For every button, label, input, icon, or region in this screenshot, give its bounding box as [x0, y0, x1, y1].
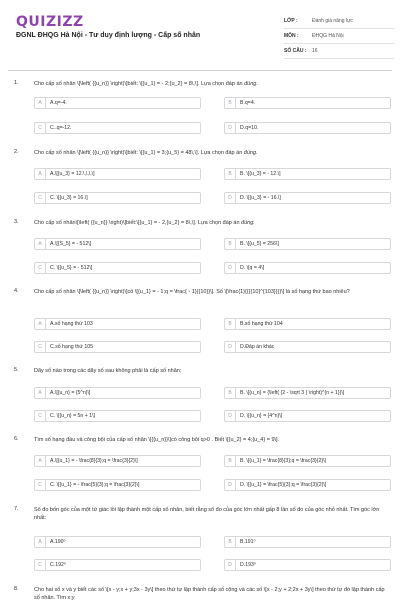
- option-letter: D: [225, 480, 236, 490]
- option-letter: B: [225, 239, 236, 249]
- question-text: [34, 506, 389, 522]
- meta-value: Đánh giá năng lực: [312, 18, 353, 24]
- worksheet-header: [0, 0, 400, 64]
- option-text: D.193⁰: [240, 562, 256, 568]
- option-letter: C: [35, 123, 46, 133]
- meta-value: 16: [312, 48, 318, 54]
- option-text: C.số hạng thứ 105: [50, 344, 93, 350]
- option-text: B.191⁰: [240, 539, 256, 545]
- option-letter: A: [35, 169, 46, 179]
- option-text: D. \[{u_3} = - 16.\]: [240, 195, 281, 201]
- option-a[interactable]: [34, 238, 201, 250]
- question-text: [34, 80, 389, 88]
- option-letter: B: [225, 98, 236, 108]
- option-text: D. \[q = 4\]: [240, 265, 265, 271]
- option-d[interactable]: [224, 559, 391, 571]
- option-text: C..q=-12.: [50, 125, 72, 131]
- option-c[interactable]: [34, 341, 201, 353]
- option-c[interactable]: [34, 559, 201, 571]
- question-number: 7.: [14, 506, 19, 512]
- option-text: A.q=-4.: [50, 100, 67, 106]
- question-number: 8.: [14, 586, 19, 592]
- option-b[interactable]: [224, 318, 391, 330]
- option-text: C. \[{u_5} = - 512\]: [50, 265, 93, 271]
- option-letter: D: [225, 263, 236, 273]
- question-number: 3.: [14, 219, 19, 225]
- meta-key: LỚP :: [284, 18, 298, 24]
- option-text: B. \[{u_3} = - 12.\]: [240, 171, 281, 177]
- option-text: A.\[{u_n} = {5^n}\]: [50, 390, 91, 396]
- question-text: [34, 149, 389, 157]
- option-letter: A: [35, 239, 46, 249]
- option-text: C. \[{u_3} = 16.\]: [50, 195, 88, 201]
- meta-row-subject: [284, 29, 394, 44]
- option-text: A.190⁰: [50, 539, 66, 545]
- question-number: 1.: [14, 80, 19, 86]
- option-c[interactable]: [34, 479, 201, 491]
- option-text: B.số hạng thứ 104: [240, 321, 283, 327]
- question-body: Cho hai số x và y biết các số \[x - y;x + y;3x - 3y\] theo thứ tự lập thành cấp số cộng và các số \[x - 2;y + 2;2x + 3y\] theo thứ tự đó lập thành cấp số nhân. Tìm x;y: [34, 587, 385, 601]
- meta-value: ĐHQG Hà Nội: [312, 33, 344, 39]
- option-letter: D: [225, 411, 236, 421]
- option-text: B. \[{u_1} = \frac{8}{3};q = \frac{3}{2}\]: [240, 458, 326, 464]
- option-text: B. \[{u_n} = {\left( {2 - \sqrt 3 } \right)^{n + 1}}\]: [240, 390, 345, 396]
- question-emphasis: đúng.: [243, 150, 258, 156]
- option-c[interactable]: [34, 262, 201, 274]
- option-text: B.q=4.: [240, 100, 256, 106]
- option-b[interactable]: [224, 168, 391, 180]
- option-c[interactable]: [34, 122, 201, 134]
- question-number: 2.: [14, 149, 19, 155]
- header-divider: [8, 70, 392, 71]
- option-letter: C: [35, 193, 46, 203]
- option-letter: B: [225, 169, 236, 179]
- option-letter: B: [225, 537, 236, 547]
- option-letter: A: [35, 98, 46, 108]
- option-b[interactable]: [224, 536, 391, 548]
- option-letter: C: [35, 480, 46, 490]
- question-text: [34, 436, 389, 444]
- meta-table: [284, 14, 394, 59]
- option-letter: D: [225, 123, 236, 133]
- option-a[interactable]: [34, 536, 201, 548]
- question-number: 6.: [14, 436, 19, 442]
- question-number: 5.: [14, 367, 19, 373]
- option-d[interactable]: [224, 122, 391, 134]
- option-b[interactable]: [224, 387, 391, 399]
- meta-row-count: [284, 44, 394, 59]
- option-text: C.192⁰: [50, 562, 66, 568]
- option-text: D.q=10.: [240, 125, 259, 131]
- option-b[interactable]: [224, 455, 391, 467]
- question-body: Cho cấp số nhân \[\left( {{u_n}} \right)\]có \[{u_1} = - 1;q = \frac{ - 1}{{10}}\]. Số \[\frac{1}{{{{10}^{103}}}}\] là số hạng thứ bao nhiêu?: [34, 289, 350, 295]
- option-letter: A: [35, 388, 46, 398]
- meta-key: SỐ CÂU :: [284, 48, 307, 54]
- question-body: Dãy số nào trong các dãy số sau không phải là cấp số nhân:: [34, 368, 182, 374]
- option-d[interactable]: [224, 410, 391, 422]
- option-b[interactable]: [224, 97, 391, 109]
- option-a[interactable]: [34, 318, 201, 330]
- option-text: A.\[{S_5} = - 512\]: [50, 241, 92, 247]
- option-letter: B: [225, 456, 236, 466]
- quizizz-logo: QUIZIZZ: [16, 14, 84, 30]
- option-text: D. \[{u_n} = {4^n}\]: [240, 413, 283, 419]
- question-body: Cho cấp số nhân \[\left( {{u_n}} \right)\]biết: \[{u_1} = - 2;{u_2} = 8\,\]. Lựa chọn đáp án: [34, 81, 245, 87]
- question-body: Cho cấp số nhân\[\left( {{u_n}} \right)\]biết:\[{u_1} = - 2,{u_2} = 8\,\]. Lựa chọn đáp án: [34, 220, 242, 226]
- option-b[interactable]: [224, 238, 391, 250]
- option-letter: D: [225, 560, 236, 570]
- option-text: A.\[{u_3} = 12.\,\,\,\]: [50, 171, 95, 177]
- option-a[interactable]: [34, 387, 201, 399]
- option-text: D. \[{u_1} = \frac{5}{3};q = \frac{3}{2}\]: [240, 482, 327, 488]
- option-d[interactable]: [224, 341, 391, 353]
- question-text: [34, 219, 389, 227]
- option-c[interactable]: [34, 192, 201, 204]
- option-c[interactable]: [34, 410, 201, 422]
- option-text: C. \[{u_1} = - \frac{5}{3};q = \frac{3}{2}\]: [50, 482, 140, 488]
- option-d[interactable]: [224, 262, 391, 274]
- meta-row-class: [284, 14, 394, 29]
- option-letter: C: [35, 411, 46, 421]
- option-letter: B: [225, 388, 236, 398]
- option-a[interactable]: [34, 455, 201, 467]
- question-number: 4.: [14, 288, 19, 294]
- question-body: Tìm số hạng đầu và công bội của cấp số nhân \[{{u_n}}\]có công bội q>0 . Biết \[{u_2} = 4;{u_4} = 9\].: [34, 437, 280, 443]
- option-text: A.\[{u_1} = - \frac{8}{3};q = \frac{3}{2}\]: [50, 458, 138, 464]
- option-letter: A: [35, 456, 46, 466]
- question-text: [34, 288, 389, 296]
- question-body: Số đo bốn góc của một tứ giác lồi lập thành một cấp số nhân, biết rằng số đo của góc lớn nhất gấp 8 lần số đo của góc nhỏ nhất. Tìm góc lớn nhất:: [34, 507, 380, 521]
- question-emphasis: đúng.: [244, 81, 258, 87]
- meta-key: MÔN :: [284, 33, 299, 39]
- option-letter: C: [35, 342, 46, 352]
- option-text: B. \[{u_5} = 256\]: [240, 241, 279, 247]
- option-text: C. \[{u_n} = 5n + 1\]: [50, 413, 95, 419]
- option-a[interactable]: [34, 168, 201, 180]
- option-letter: A: [35, 319, 46, 329]
- question-text: [34, 367, 389, 375]
- option-letter: A: [35, 537, 46, 547]
- option-d[interactable]: [224, 479, 391, 491]
- option-letter: D: [225, 193, 236, 203]
- option-letter: C: [35, 560, 46, 570]
- option-letter: B: [225, 319, 236, 329]
- option-text: A.số hạng thứ 103: [50, 321, 93, 327]
- option-text: D.Đáp án khác: [240, 344, 275, 350]
- option-letter: D: [225, 342, 236, 352]
- option-a[interactable]: [34, 97, 201, 109]
- question-body: Cho cấp số nhân \[\left( {{u_n}} \right)\]biết: \[{u_1} = 3;{u_5} = 48\,\]. Lựa chọn đáp án: [34, 150, 244, 156]
- option-d[interactable]: [224, 192, 391, 204]
- question-emphasis: đúng.: [241, 220, 255, 226]
- worksheet-title: ĐGNL ĐHQG Hà Nội - Tư duy định lượng - Cấp số nhân: [16, 32, 201, 39]
- option-letter: C: [35, 263, 46, 273]
